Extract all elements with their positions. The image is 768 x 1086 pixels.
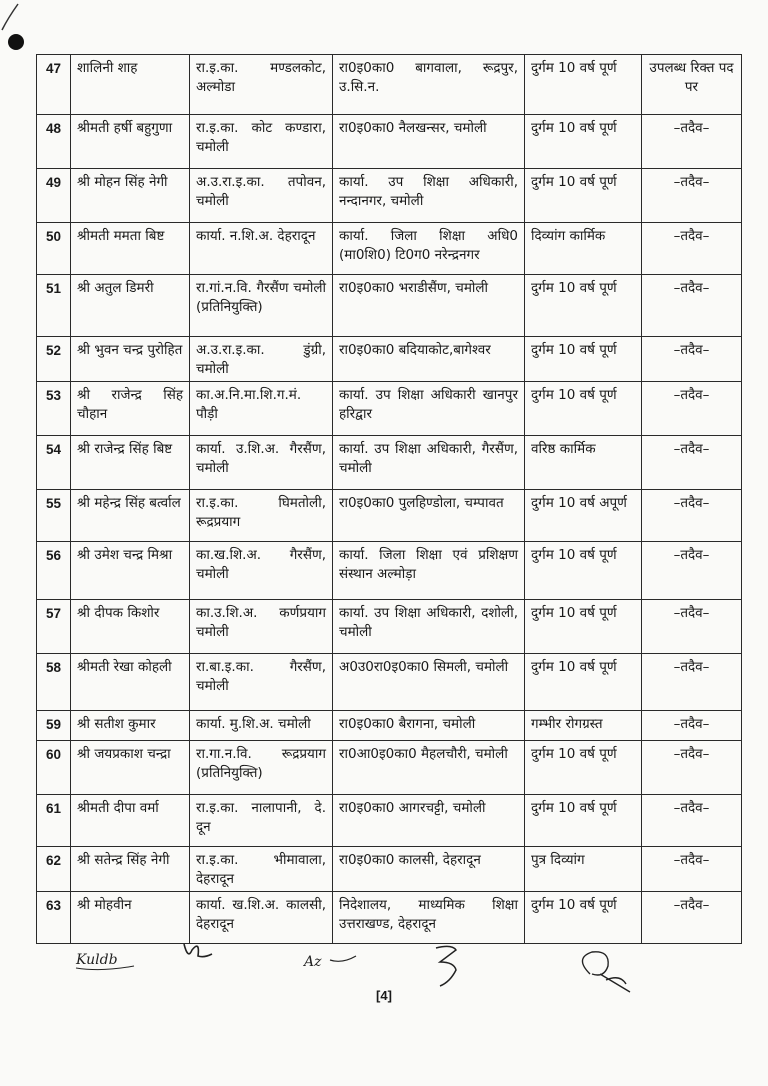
serial-number: 59	[37, 711, 71, 741]
transfer-reason: दुर्गम 10 वर्ष पूर्ण	[525, 382, 642, 436]
employee-name: शालिनी शाह	[71, 55, 190, 115]
transfer-reason: दुर्गम 10 वर्ष पूर्ण	[525, 795, 642, 847]
remark: –तदैव–	[642, 892, 742, 944]
transfer-reason: दुर्गम 10 वर्ष पूर्ण	[525, 275, 642, 337]
employee-name: श्री राजेन्द्र सिंह चौहान	[71, 382, 190, 436]
transfer-reason: दुर्गम 10 वर्ष पूर्ण	[525, 600, 642, 654]
serial-number: 51	[37, 275, 71, 337]
remark: –तदैव–	[642, 490, 742, 542]
table-row	[37, 795, 742, 847]
table-row	[37, 223, 742, 275]
serial-number: 53	[37, 382, 71, 436]
transfer-reason: दुर्गम 10 वर्ष पूर्ण	[525, 654, 642, 711]
remark: –तदैव–	[642, 741, 742, 795]
current-posting: अ.उ.रा.इ.का. डुंग्री, चमोली	[190, 337, 333, 382]
table-row	[37, 55, 742, 115]
transfer-reason: दुर्गम 10 वर्ष पूर्ण	[525, 115, 642, 169]
remark: –तदैव–	[642, 847, 742, 892]
signature-4	[430, 940, 470, 990]
new-posting: रा0इ0का0 कालसी, देहरादून	[333, 847, 525, 892]
serial-number: 62	[37, 847, 71, 892]
remark: उपलब्ध रिक्त पद पर	[642, 55, 742, 115]
table-row	[37, 654, 742, 711]
serial-number: 61	[37, 795, 71, 847]
employee-name: श्रीमती हर्षी बहुगुणा	[71, 115, 190, 169]
remark: –तदैव–	[642, 275, 742, 337]
remark: –तदैव–	[642, 223, 742, 275]
current-posting: का.ख.शि.अ. गैरसैंण, चमोली	[190, 542, 333, 600]
remark: –तदैव–	[642, 542, 742, 600]
table-row	[37, 337, 742, 382]
serial-number: 48	[37, 115, 71, 169]
employee-name: श्री सतीश कुमार	[71, 711, 190, 741]
employee-name: श्री अतुल डिमरी	[71, 275, 190, 337]
new-posting: कार्या. जिला शिक्षा अधि0 (मा0शि0) टि0ग0 नरेन्द्रनगर	[333, 223, 525, 275]
table-row	[37, 741, 742, 795]
serial-number: 60	[37, 741, 71, 795]
new-posting: कार्या. उप शिक्षा अधिकारी, नन्दानगर, चमोली	[333, 169, 525, 223]
serial-number: 47	[37, 55, 71, 115]
new-posting: अ0उ0रा0इ0का0 सिमली, चमोली	[333, 654, 525, 711]
table-row	[37, 892, 742, 944]
transfer-reason: दुर्गम 10 वर्ष अपूर्ण	[525, 490, 642, 542]
table-row	[37, 600, 742, 654]
remark: –तदैव–	[642, 169, 742, 223]
transfer-table	[36, 54, 742, 944]
serial-number: 56	[37, 542, 71, 600]
new-posting: रा0इ0का0 बदियाकोट,बागेश्वर	[333, 337, 525, 382]
signature-2	[178, 938, 218, 968]
serial-number: 58	[37, 654, 71, 711]
table-row	[37, 436, 742, 490]
new-posting: कार्या. उप शिक्षा अधिकारी, गैरसैंण, चमोली	[333, 436, 525, 490]
new-posting: रा0इ0का0 भराडीसैंण, चमोली	[333, 275, 525, 337]
table-row	[37, 115, 742, 169]
employee-name: श्रीमती दीपा वर्मा	[71, 795, 190, 847]
new-posting: रा0इ0का0 बैरागना, चमोली	[333, 711, 525, 741]
current-posting: कार्या. ख.शि.अ. कालसी, देहरादून	[190, 892, 333, 944]
new-posting: निदेशालय, माध्यमिक शिक्षा उत्तराखण्ड, देहरादून	[333, 892, 525, 944]
current-posting: रा.इ.का. मण्डलकोट, अल्मोडा	[190, 55, 333, 115]
current-posting: रा.बा.इ.का. गैरसैंण, चमोली	[190, 654, 333, 711]
current-posting: रा.इ.का. नालापानी, दे. दून	[190, 795, 333, 847]
serial-number: 49	[37, 169, 71, 223]
new-posting: रा0इ0का0 पुलहिण्डोला, चम्पावत	[333, 490, 525, 542]
new-posting: रा0इ0का0 बागवाला, रूद्रपुर, उ.सि.न.	[333, 55, 525, 115]
transfer-reason: वरिष्ठ कार्मिक	[525, 436, 642, 490]
transfer-reason: दुर्गम 10 वर्ष पूर्ण	[525, 337, 642, 382]
table-row	[37, 490, 742, 542]
serial-number: 57	[37, 600, 71, 654]
remark: –तदैव–	[642, 654, 742, 711]
new-posting: रा0इ0का0 आगरचट्टी, चमोली	[333, 795, 525, 847]
current-posting: रा.इ.का. घिमतोली, रूद्रप्रयाग	[190, 490, 333, 542]
table-row	[37, 382, 742, 436]
remark: –तदैव–	[642, 711, 742, 741]
transfer-reason: दुर्गम 10 वर्ष पूर्ण	[525, 741, 642, 795]
transfer-table-wrapper	[36, 54, 741, 944]
current-posting: रा.गां.न.वि. गैरसैंण चमोली (प्रतिनियुक्ति)	[190, 275, 333, 337]
current-posting: रा.इ.का. कोट कण्डारा, चमोली	[190, 115, 333, 169]
transfer-reason: दुर्गम 10 वर्ष पूर्ण	[525, 892, 642, 944]
new-posting: रा0आ0इ0का0 मैहलचौरी, चमोली	[333, 741, 525, 795]
current-posting: रा.गा.न.वि. रूद्रप्रयाग (प्रतिनियुक्ति)	[190, 741, 333, 795]
serial-number: 54	[37, 436, 71, 490]
current-posting: अ.उ.रा.इ.का. तपोवन, चमोली	[190, 169, 333, 223]
transfer-reason: गम्भीर रोगग्रस्त	[525, 711, 642, 741]
signature-1	[72, 944, 142, 974]
table-row	[37, 275, 742, 337]
employee-name: श्री सतेन्द्र सिंह नेगी	[71, 847, 190, 892]
transfer-reason: दुर्गम 10 वर्ष पूर्ण	[525, 169, 642, 223]
remark: –तदैव–	[642, 436, 742, 490]
employee-name: श्री जयप्रकाश चन्द्रा	[71, 741, 190, 795]
transfer-reason: पुत्र दिव्यांग	[525, 847, 642, 892]
remark: –तदैव–	[642, 337, 742, 382]
remark: –तदैव–	[642, 115, 742, 169]
transfer-reason: दुर्गम 10 वर्ष पूर्ण	[525, 55, 642, 115]
remark: –तदैव–	[642, 795, 742, 847]
employee-name: श्रीमती ममता बिष्ट	[71, 223, 190, 275]
employee-name: श्री भुवन चन्द्र पुरोहित	[71, 337, 190, 382]
employee-name: श्री दीपक किशोर	[71, 600, 190, 654]
current-posting: कार्या. उ.शि.अ. गैरसैंण, चमोली	[190, 436, 333, 490]
current-posting: का.अ.नि.मा.शि.ग.मं. पौड़ी	[190, 382, 333, 436]
current-posting: का.उ.शि.अ. कर्णप्रयाग चमोली	[190, 600, 333, 654]
page-number: [4]	[376, 988, 392, 1003]
serial-number: 52	[37, 337, 71, 382]
employee-name: श्री राजेन्द्र सिंह बिष्ट	[71, 436, 190, 490]
employee-name: श्री उमेश चन्द्र मिश्रा	[71, 542, 190, 600]
table-row	[37, 169, 742, 223]
employee-name: श्रीमती रेखा कोहली	[71, 654, 190, 711]
new-posting: कार्या. उप शिक्षा अधिकारी, दशोली, चमोली	[333, 600, 525, 654]
transfer-reason: दिव्यांग कार्मिक	[525, 223, 642, 275]
current-posting: रा.इ.का. भीमावाला, देहरादून	[190, 847, 333, 892]
new-posting: रा0इ0का0 नैलखन्सर, चमोली	[333, 115, 525, 169]
serial-number: 55	[37, 490, 71, 542]
current-posting: कार्या. मु.शि.अ. चमोली	[190, 711, 333, 741]
serial-number: 50	[37, 223, 71, 275]
remark: –तदैव–	[642, 600, 742, 654]
svg-text:Az: Az	[304, 954, 322, 970]
table-row	[37, 711, 742, 741]
serial-number: 63	[37, 892, 71, 944]
employee-name: श्री मोहन सिंह नेगी	[71, 169, 190, 223]
signature-3	[300, 946, 360, 976]
remark: –तदैव–	[642, 382, 742, 436]
new-posting: कार्या. उप शिक्षा अधिकारी खानपुर हरिद्वार	[333, 382, 525, 436]
new-posting: कार्या. जिला शिक्षा एवं प्रशिक्षण संस्थान अल्मोड़ा	[333, 542, 525, 600]
transfer-reason: दुर्गम 10 वर्ष पूर्ण	[525, 542, 642, 600]
table-row	[37, 542, 742, 600]
employee-name: श्री महेन्द्र सिंह बर्त्वाल	[71, 490, 190, 542]
employee-name: श्री मोहवीन	[71, 892, 190, 944]
table-row	[37, 847, 742, 892]
svg-text:Kuldb: Kuldb	[76, 952, 118, 968]
punch-hole	[8, 34, 24, 50]
current-posting: कार्या. न.शि.अ. देहरादून	[190, 223, 333, 275]
